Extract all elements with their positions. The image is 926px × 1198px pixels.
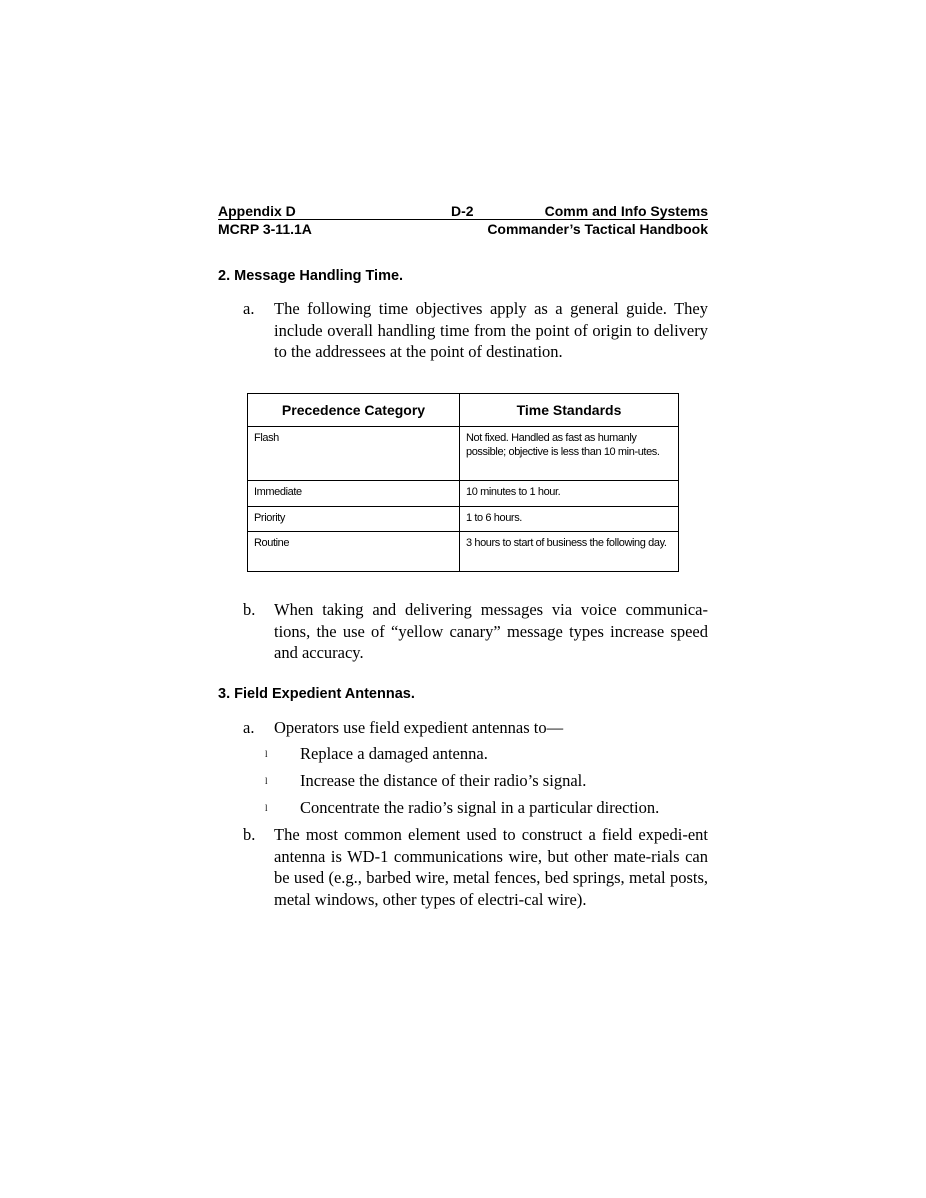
paragraph-label: b. [243,600,256,619]
paragraph-label: b. [243,825,256,844]
table-cell: Routine [248,532,460,572]
bullet-marker: l [265,749,268,759]
table-cell: Flash [248,427,460,481]
paragraph-text: The most common element used to construct a field expedi-ent antenna is WD-1 communications wire, but other mate-rials can be used (e.g., barbed wire, metal fences, bed springs, metal posts, metal windows, other types of electri-cal wire). [274,825,708,909]
bullet-marker: l [265,803,268,813]
bullet-text: Replace a damaged antenna. [300,744,488,763]
section-2-title: 2. Message Handling Time. [218,268,404,284]
table-row [248,532,679,572]
paragraph-text: The following time objectives apply as a general guide. They include overall handling time from the point of origin to delivery to the addressees at the point of destination. [274,299,708,361]
running-header-bottom [218,221,708,237]
bullet-marker: l [265,776,268,786]
table-cell: 3 hours to start of business the following day. [460,532,679,572]
paragraph-label: a. [243,718,255,737]
header-handbook-title: Commander’s Tactical Handbook [487,221,708,237]
header-publication-id: MCRP 3-11.1A [218,221,312,237]
section-3-title: 3. Field Expedient Antennas. [218,686,415,702]
table-row [248,427,679,481]
column-header-time-standards: Time Standards [460,394,679,427]
table-header-row [248,394,679,427]
table-cell: Not fixed. Handled as fast as humanly possible; objective is less than 10 min-utes. [460,427,679,481]
bullet-text: Increase the distance of their radio’s signal. [300,771,587,790]
header-chapter-title: Comm and Info Systems [544,203,708,219]
bullet-text: Concentrate the radio’s signal in a particular direction. [300,798,660,817]
precedence-table [247,393,679,572]
table-cell: 10 minutes to 1 hour. [460,481,679,507]
table-cell: Immediate [248,481,460,507]
table-cell: Priority [248,507,460,532]
header-page-number: D-2 [451,203,474,219]
table-cell: 1 to 6 hours. [460,507,679,532]
table-row [248,507,679,532]
paragraph-text: When taking and delivering messages via voice communica-tions, the use of “yellow canary” message types increase speed and accuracy. [274,600,708,662]
running-header-top [218,203,708,220]
paragraph-label: a. [243,299,255,318]
header-appendix: Appendix D [218,203,296,219]
paragraph-text: Operators use field expedient antennas to— [274,718,564,737]
table-row [248,481,679,507]
column-header-precedence: Precedence Category [248,394,460,427]
